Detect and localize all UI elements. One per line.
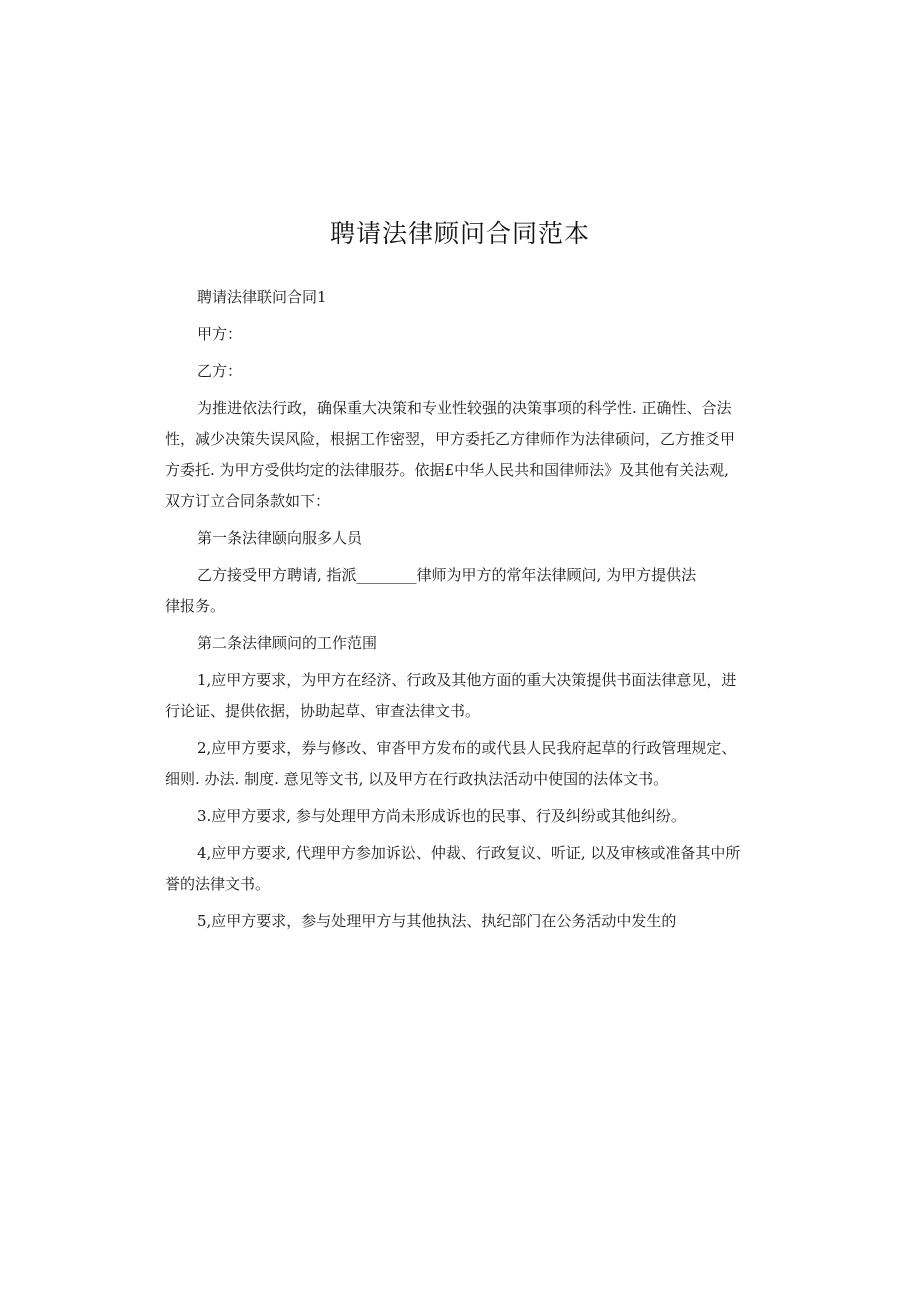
contract-heading [165, 282, 755, 313]
paragraph-line: 乙方接受甲方聘请, 指派________律师为甲方的常年法律顾问, 为甲方提供法 [197, 566, 697, 584]
clause-3-paragraph [165, 801, 755, 832]
party-a-line [165, 319, 755, 350]
paragraph-line: 第一条法律颐向服多人员 [197, 529, 363, 547]
paragraph-line: 双方订立合同条款如下： [165, 492, 331, 510]
article-1-heading [165, 523, 755, 554]
paragraph-line: 3.应甲方要求, 参与处理甲方尚未形成诉也的民事、行及纠纷或其他纠纷。 [197, 807, 686, 825]
paragraph-line: 誉的法律文书。 [165, 875, 271, 893]
paragraph-line: 甲方： [197, 325, 243, 343]
clause-4-paragraph [165, 838, 755, 900]
article-1-paragraph [165, 560, 755, 622]
clause-2-paragraph [165, 733, 755, 795]
document-body [165, 282, 755, 943]
document-title: 聘请法律顾问合同范本 [329, 219, 590, 248]
paragraph-line: 性，减少决策失误风险，根据工作密翌，甲方委托乙方律师作为法律硕问，乙方推爻甲 [165, 430, 736, 448]
paragraph-line: 乙方： [197, 362, 243, 380]
paragraph-line: 律报务。 [165, 597, 226, 615]
paragraph-line: 细则. 办法. 制度. 意见等文书, 以及甲方在行政执法活动中使国的法体文书。 [165, 770, 669, 788]
paragraph-line: 2,应甲方要求，券与修改、审沓甲方发布的或代县人民我府起草的行政管理规定、 [197, 739, 737, 757]
party-b-line [165, 356, 755, 387]
clause-5-paragraph [165, 906, 755, 937]
paragraph-line: 为推进依法行政，确保重大决策和专业性较强的决策事项的科学性. 正确性、合法 [197, 399, 732, 417]
clause-1-paragraph [165, 665, 755, 727]
paragraph-line: 1,应甲方要求，为甲方在经济、行政及其他方面的重大决策提供书面法律意见，进 [197, 671, 737, 689]
paragraph-line: 第二条法律顾问的工作范围 [197, 634, 378, 652]
paragraph-line: 聘请法律联问合同1 [197, 288, 327, 306]
paragraph-line: 行论证、提供依据，协助起草、审查法律文书。 [165, 702, 481, 720]
paragraph-line: 4,应甲方要求, 代理甲方参加诉讼、仲裁、行政复议、听证, 以及审核或准备其中所 [197, 844, 741, 862]
article-2-heading [165, 628, 755, 659]
preamble-paragraph [165, 393, 755, 517]
paragraph-line: 方委托. 为甲方受供均定的法律服芬。依据£中华人民共和国律师法》及其他有关法观, [165, 461, 729, 479]
paragraph-line: 5,应甲方要求，参与处理甲方与其他执法、执纪部门在公务活动中发生的 [197, 912, 677, 930]
